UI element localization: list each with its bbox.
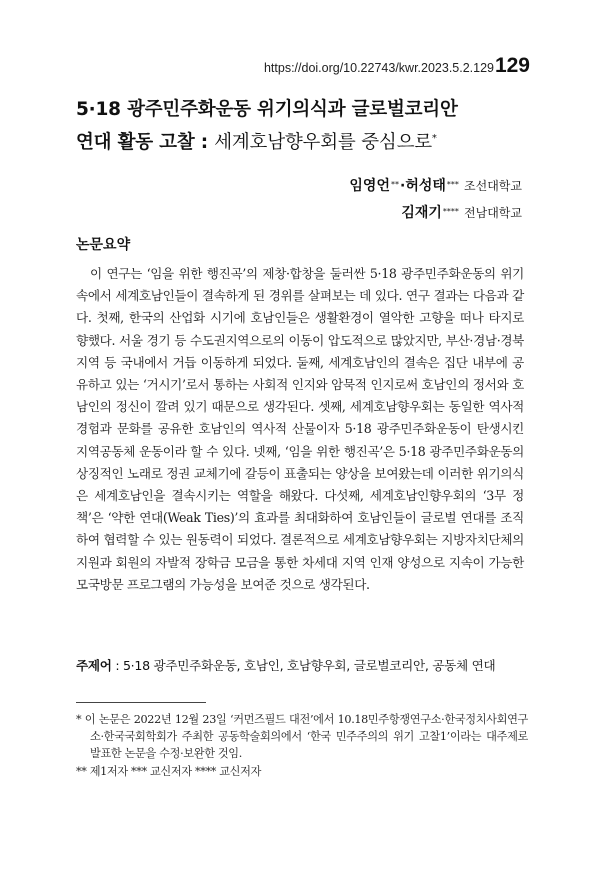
author-line-2 — [349, 199, 522, 226]
author-line-1 — [349, 172, 522, 199]
title-footnote-mark: * — [431, 133, 437, 144]
author-mark: ** — [390, 180, 399, 189]
abstract-heading: 논문요약 — [76, 237, 131, 253]
abstract-body: 이 연구는 ‘임을 위한 행진곡’의 제창·합창을 둘러싼 5·18 광주민주화운동의 위기 속에서 세계호남인들이 결속하게 된 경위를 살펴보는 데 있다. 연구 결과는 다음과 같다. 첫째, 한국의 산업화 시기에 호남인들은 생활환경이 열악한 고향을 떠나 타지로 향했다. 서울 경기 등 수도권지역으로의 이동이 압도적으로 많았지만, 부산·경남·경북지역 등 국내에서 거듭 이동하게 되었다. 둘째, 세계호남인의 결속은 집단 내부에 공유하고 있는 ‘거시기’로서 통하는 사회적 인지와 암묵적 인지로써 호남인의 정서와 호남인의 정신이 깔려 있기 때문으로 생각된다. 셋째, 세계호남향우회는 동일한 역사적 경험과 문화를 공유한 호남인의 역사적 산물이자 5·18 광주민주화운동이 탄생시킨 지역공동체 운동이라 할 수 있다. 넷째, ‘임을 위한 행진곡’은 5·18 광주민주화운동의 상징적인 노래로 정권 교체기에 갈등이 표출되는 양상을 보여왔는데 이러한 위기의식은 세계호남인을 결속시키는 역할을 해왔다. 다섯째, 세계호남인향우회의 ‘3무 정책’은 ‘약한 연대(Weak Ties)’의 효과를 최대화하여 호남인들이 글로벌 연대를 조직하여 협력할 수 있는 원동력이 되었다. 결론적으로 세계호남향우회는 지방자치단체의 지원과 회원의 자발적 장학금 모금을 통한 차세대 지역 인재 양성으로 지속이 가능한 모국방문 프로그램의 가능성을 보여준 것으로 생각된다. — [76, 266, 524, 592]
footnotes — [76, 711, 528, 780]
keywords-text: : 5·18 광주민주화운동, 호남인, 호남향우회, 글로벌코리안, 공동체 연대 — [111, 658, 496, 673]
author-mark: **** — [442, 207, 459, 216]
author-mark: *** — [446, 180, 459, 189]
footnote-1: * 이 논문은 2022년 12월 23일 ‘커먼즈필드 대전’에서 10.18민주항쟁연구소·한국정치사회연구소·한국국회학회가 주최한 공동학술회의에서 ‘한국 민주주의의 위기 고찰1’이라는 대주제로 발표한 논문을 수정·보완한 것임. — [76, 713, 528, 760]
article-title — [76, 95, 546, 157]
author-block — [349, 172, 522, 226]
author-name: 김재기 — [401, 205, 442, 221]
author-name: 허성태 — [405, 178, 446, 194]
title-main: 연대 활동 고찰 : — [76, 132, 215, 154]
keywords — [76, 655, 536, 674]
title-line-1: 5·18 광주민주화운동 위기의식과 글로벌코리안 — [76, 99, 458, 120]
footnote-2: ** 제1저자 *** 교신저자 **** 교신저자 — [76, 765, 262, 778]
author-name: 임영언 — [349, 178, 390, 194]
author-separator: · — [399, 178, 406, 194]
title-subtitle: 세계호남향우회를 중심으로 — [214, 132, 432, 154]
keywords-label: 주제어 — [76, 658, 112, 673]
title-line-2 — [76, 124, 546, 157]
footnote-divider — [76, 702, 206, 703]
author-affiliation: 조선대학교 — [464, 179, 522, 193]
page-number: 129 — [494, 54, 530, 77]
doi-link[interactable]: https://doi.org/10.22743/kwr.2023.5.2.129 — [263, 61, 494, 75]
author-affiliation: 전남대학교 — [464, 206, 522, 220]
